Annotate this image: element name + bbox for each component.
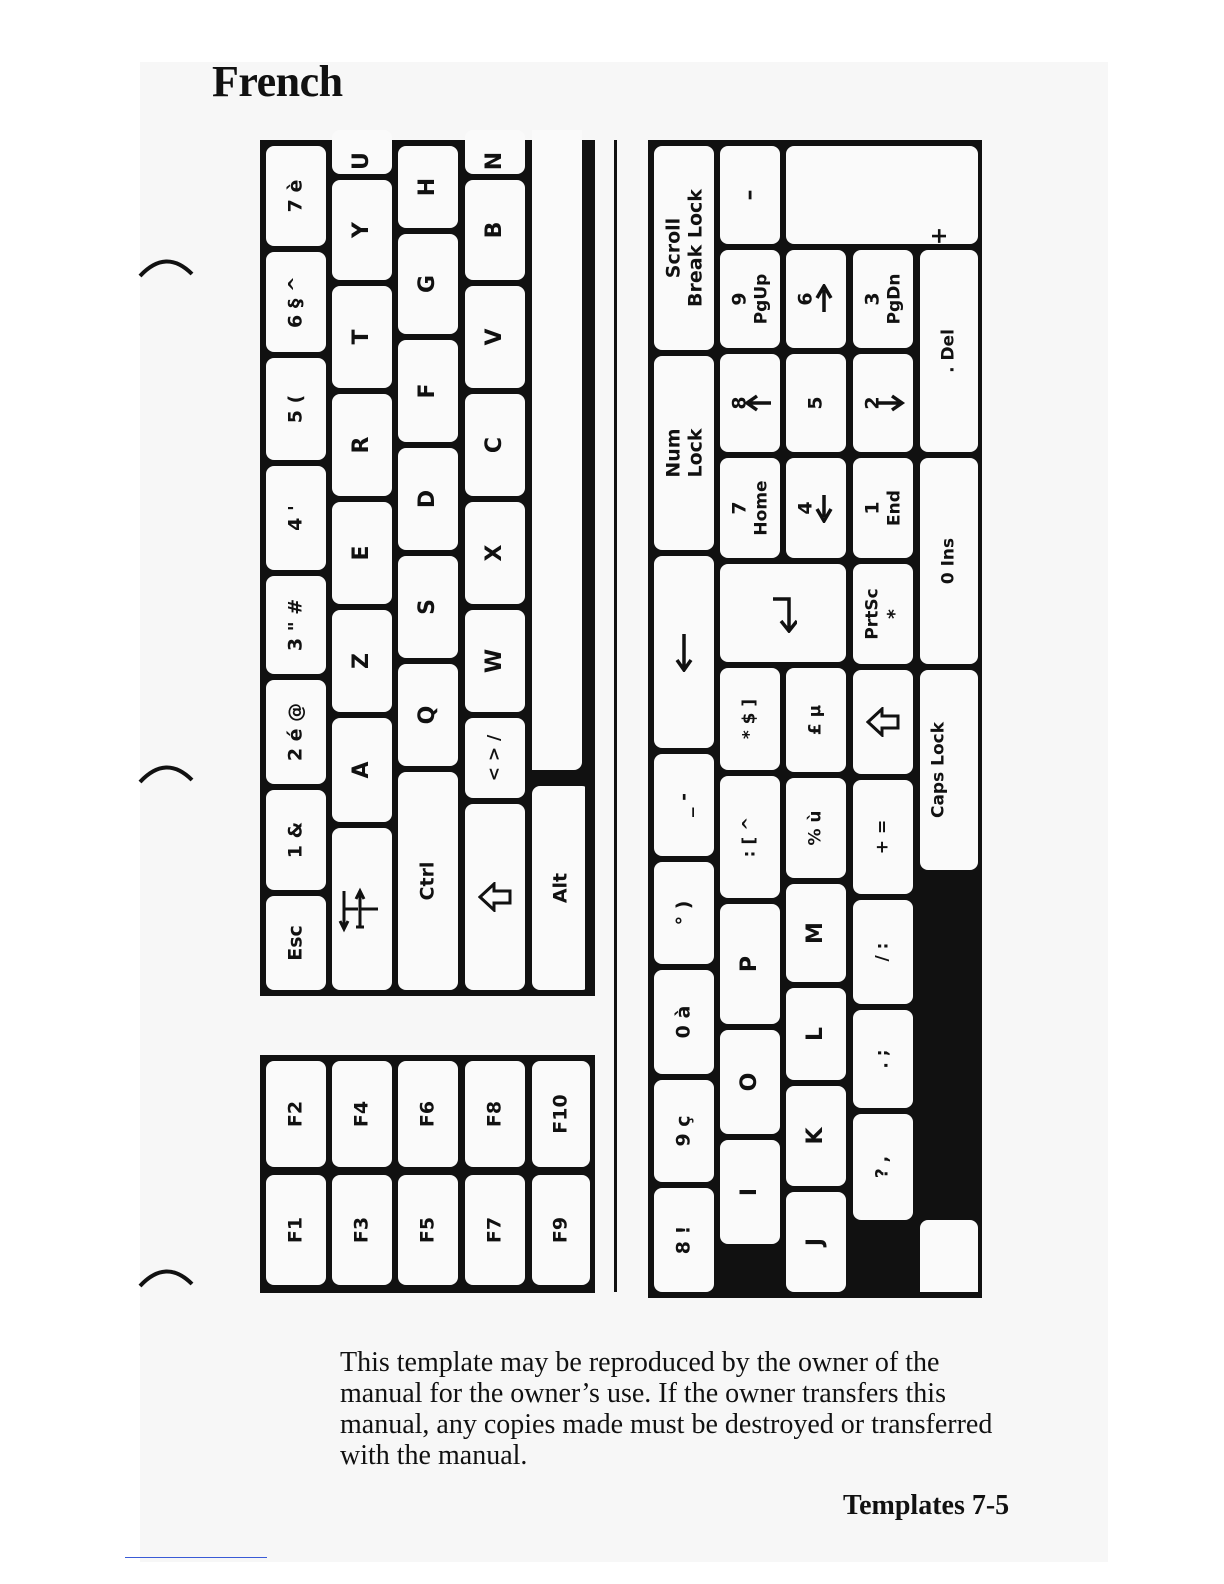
num7-label: 7 <box>728 501 751 515</box>
key-l[interactable] <box>786 988 846 1080</box>
key-semicolon[interactable] <box>853 1010 913 1108</box>
key-dollar[interactable] <box>720 668 780 770</box>
key-f7[interactable] <box>465 1175 525 1285</box>
key-g[interactable] <box>398 234 458 334</box>
key-c[interactable] <box>465 394 525 496</box>
key-num6[interactable] <box>786 250 846 348</box>
shift-arrow-icon <box>478 882 512 912</box>
key-num-minus[interactable] <box>720 146 780 244</box>
num6-label: 6 <box>794 292 817 306</box>
num3-label: 3 <box>861 292 884 306</box>
key-7[interactable] <box>266 146 326 246</box>
key-o-label: O <box>737 1072 762 1092</box>
key-f8-label: F8 <box>483 1100 506 1128</box>
key-f5-label: F5 <box>416 1216 439 1244</box>
key-p[interactable] <box>720 904 780 1024</box>
key-o[interactable] <box>720 1030 780 1134</box>
key-f8[interactable] <box>465 1061 525 1167</box>
key-enter[interactable] <box>720 564 846 662</box>
key-num4[interactable] <box>786 458 846 558</box>
key-circumflex-label: : [ ^ <box>739 816 760 858</box>
key-d-label: D <box>415 489 440 509</box>
key-v[interactable] <box>465 286 525 388</box>
tab-arrows-icon <box>338 885 386 933</box>
key-circumflex[interactable] <box>720 776 780 898</box>
key-ctrl-label: Ctrl <box>416 861 439 901</box>
key-k-label: K <box>803 1127 828 1145</box>
divider-line-left <box>585 140 590 996</box>
key-num3[interactable] <box>853 250 913 348</box>
main-key-block <box>260 140 595 996</box>
num-minus-label: – <box>737 189 762 201</box>
key-semicolon-label: . ; <box>872 1049 893 1069</box>
end-label: End <box>884 490 905 526</box>
key-v-label: V <box>482 328 507 346</box>
key-minus[interactable] <box>654 754 714 856</box>
key-f5[interactable] <box>398 1175 458 1285</box>
key-p-label: P <box>737 955 762 973</box>
key-r-label: R <box>349 436 374 454</box>
key-8-label: 8 ! <box>672 1225 695 1255</box>
left-arrow-numpad-icon <box>815 493 833 523</box>
key-2[interactable] <box>266 680 326 784</box>
key-f1-label: F1 <box>284 1216 307 1244</box>
num9-label: 9 <box>728 292 751 306</box>
key-degree[interactable] <box>654 862 714 964</box>
key-backspace[interactable] <box>654 556 714 748</box>
reproduction-notice: This template may be reproduced by the owner of the manual for the owner’s use. If the owner transfers this manual, any copies made must be destroyed or transferred with the manual. <box>340 1347 993 1471</box>
key-3-label: 3 " # <box>284 598 307 652</box>
key-0[interactable] <box>654 970 714 1074</box>
key-num9[interactable] <box>720 250 780 348</box>
key-b[interactable] <box>465 180 525 280</box>
key-minus-label: _ - <box>672 792 695 818</box>
key-f3-label: F3 <box>350 1216 373 1244</box>
key-s-label: S <box>415 599 440 615</box>
key-question-label: ? , <box>872 1155 893 1179</box>
key-5[interactable] <box>266 358 326 460</box>
function-key-block <box>260 1055 595 1293</box>
key-f6[interactable] <box>398 1061 458 1167</box>
key-pound[interactable] <box>786 668 846 772</box>
key-h[interactable] <box>398 146 458 228</box>
key-f7-label: F7 <box>483 1216 506 1244</box>
key-1-label: 1 & <box>284 821 307 859</box>
key-num0-ins[interactable] <box>920 458 978 664</box>
key-x[interactable] <box>465 502 525 604</box>
num1-label: 1 <box>861 501 884 515</box>
enter-arrow-icon <box>769 593 797 633</box>
key-dollar-label: * $ ] <box>739 698 760 740</box>
num8-label: 8 <box>728 396 751 410</box>
key-5-label: 5 ( <box>284 394 307 424</box>
key-j[interactable] <box>786 1192 846 1292</box>
key-q-label: Q <box>415 705 440 725</box>
key-t-label: T <box>349 329 374 345</box>
key-f10-label: F10 <box>549 1094 572 1134</box>
key-9[interactable] <box>654 1080 714 1182</box>
key-0-label: 0 à <box>672 1005 695 1039</box>
key-esc[interactable] <box>266 896 326 990</box>
key-percent-label: % ù <box>805 810 826 846</box>
divider-line-right <box>614 140 617 1292</box>
key-esc-label: Esc <box>284 925 307 961</box>
num5-label: 5 <box>804 396 827 410</box>
prtsc-label: PrtSc <box>862 588 883 640</box>
key-y-label: Y <box>349 222 374 238</box>
key-3[interactable] <box>266 576 326 674</box>
num-lock-label-1: Num <box>662 428 685 478</box>
key-h-label: H <box>415 177 440 197</box>
key-u-label: U <box>349 151 374 170</box>
down-arrow-icon <box>876 394 906 412</box>
ins-label: 0 Ins <box>938 537 959 585</box>
key-m-label: M <box>803 922 828 944</box>
key-n-label: N <box>482 151 507 171</box>
binder-mark-top <box>138 252 196 292</box>
key-right-edge <box>920 1220 978 1292</box>
key-f4[interactable] <box>332 1061 392 1167</box>
key-slash[interactable] <box>853 900 913 1004</box>
key-right-shift[interactable] <box>853 670 913 774</box>
key-less-greater[interactable] <box>465 718 525 798</box>
key-r[interactable] <box>332 394 392 496</box>
scroll-lock-label-2: Break Lock <box>684 189 707 307</box>
key-scroll-lock[interactable] <box>654 146 714 350</box>
key-6[interactable] <box>266 252 326 352</box>
del-label: . Del <box>938 329 959 373</box>
num2-label: 2 <box>861 396 884 410</box>
key-f3[interactable] <box>332 1175 392 1285</box>
key-y[interactable] <box>332 180 392 280</box>
key-w-label: W <box>482 648 507 674</box>
key-1[interactable] <box>266 790 326 890</box>
key-f9-label: F9 <box>549 1216 572 1244</box>
key-q[interactable] <box>398 664 458 766</box>
key-f10[interactable] <box>532 1061 590 1167</box>
key-plus-equal-label: + = <box>872 819 893 855</box>
key-w[interactable] <box>465 610 525 712</box>
key-left-shift[interactable] <box>465 804 525 990</box>
scroll-lock-label-1: Scroll <box>662 217 685 279</box>
key-i-label: I <box>737 1187 762 1197</box>
key-j-label: J <box>803 1237 828 1247</box>
key-i[interactable] <box>720 1140 780 1244</box>
num4-label: 4 <box>794 501 817 515</box>
num-plus-label: + <box>926 226 952 246</box>
key-f1[interactable] <box>266 1175 326 1285</box>
key-caps-lock[interactable] <box>920 670 978 870</box>
key-b-label: B <box>482 221 507 239</box>
key-9-label: 9 ç <box>672 1115 695 1147</box>
key-plus-equal[interactable] <box>853 780 913 894</box>
key-f2-label: F2 <box>284 1100 307 1128</box>
pgup-label: PgUp <box>751 273 772 325</box>
key-less-greater-label: < > / <box>484 734 505 782</box>
key-6-label: 6 § ^ <box>284 276 307 328</box>
key-num-del[interactable] <box>920 250 978 452</box>
key-e[interactable] <box>332 502 392 604</box>
key-percent[interactable] <box>786 778 846 878</box>
shift-arrow-icon <box>866 707 900 737</box>
key-num8[interactable] <box>720 354 780 452</box>
key-2-label: 2 é @ <box>284 702 307 762</box>
key-slash-label: / : <box>872 942 893 962</box>
key-num2[interactable] <box>853 354 913 452</box>
footer-rule <box>125 1557 267 1558</box>
up-arrow-icon <box>743 394 773 412</box>
key-a[interactable] <box>332 718 392 822</box>
key-s[interactable] <box>398 556 458 658</box>
key-pound-label: £ µ <box>805 704 826 736</box>
key-num1[interactable] <box>853 458 913 558</box>
key-8[interactable] <box>654 1188 714 1292</box>
space-bar[interactable] <box>532 130 582 770</box>
key-g-label: G <box>415 274 440 294</box>
key-ctrl[interactable] <box>398 772 458 990</box>
binder-mark-bottom <box>138 1262 196 1302</box>
key-degree-label: ° ) <box>672 900 695 926</box>
left-arrow-icon <box>674 632 694 672</box>
key-f9[interactable] <box>532 1175 590 1285</box>
key-m[interactable] <box>786 884 846 982</box>
key-a-label: A <box>349 761 374 779</box>
key-prtsc[interactable] <box>853 564 913 664</box>
pgdn-label: PgDn <box>884 273 905 325</box>
key-alt-label: Alt <box>549 872 572 904</box>
key-num7[interactable] <box>720 458 780 558</box>
key-f2[interactable] <box>266 1061 326 1167</box>
right-arrow-numpad-icon <box>815 284 833 314</box>
key-z[interactable] <box>332 610 392 712</box>
key-e-label: E <box>349 545 374 561</box>
page-footer: Templates 7-5 <box>843 1490 1010 1521</box>
key-num5[interactable] <box>786 354 846 452</box>
key-question[interactable] <box>853 1114 913 1220</box>
key-4-label: 4 ' <box>284 505 307 531</box>
key-7-label: 7 è <box>284 179 307 213</box>
key-c-label: C <box>482 436 507 454</box>
key-d[interactable] <box>398 448 458 550</box>
caps-lock-label: Caps Lock <box>928 721 949 819</box>
num-lock-label-2: Lock <box>684 428 707 478</box>
key-f6-label: F6 <box>416 1100 439 1128</box>
key-4[interactable] <box>266 466 326 570</box>
binder-mark-middle <box>138 758 196 798</box>
key-f-label: F <box>415 383 440 399</box>
key-l-label: L <box>803 1026 828 1042</box>
page-title: French <box>212 57 343 106</box>
key-f[interactable] <box>398 340 458 442</box>
key-alt[interactable] <box>532 786 590 990</box>
key-tab[interactable] <box>332 828 392 990</box>
key-num-lock[interactable] <box>654 356 714 550</box>
key-u[interactable] <box>332 130 392 174</box>
key-t[interactable] <box>332 286 392 388</box>
prtsc-star-label: * <box>883 609 906 619</box>
key-z-label: Z <box>349 653 374 669</box>
key-n[interactable] <box>465 130 525 174</box>
right-key-block <box>648 140 982 1298</box>
home-label: Home <box>751 480 772 536</box>
key-k[interactable] <box>786 1086 846 1186</box>
key-x-label: X <box>482 544 507 562</box>
key-f4-label: F4 <box>350 1100 373 1128</box>
key-num-plus[interactable] <box>786 146 978 244</box>
